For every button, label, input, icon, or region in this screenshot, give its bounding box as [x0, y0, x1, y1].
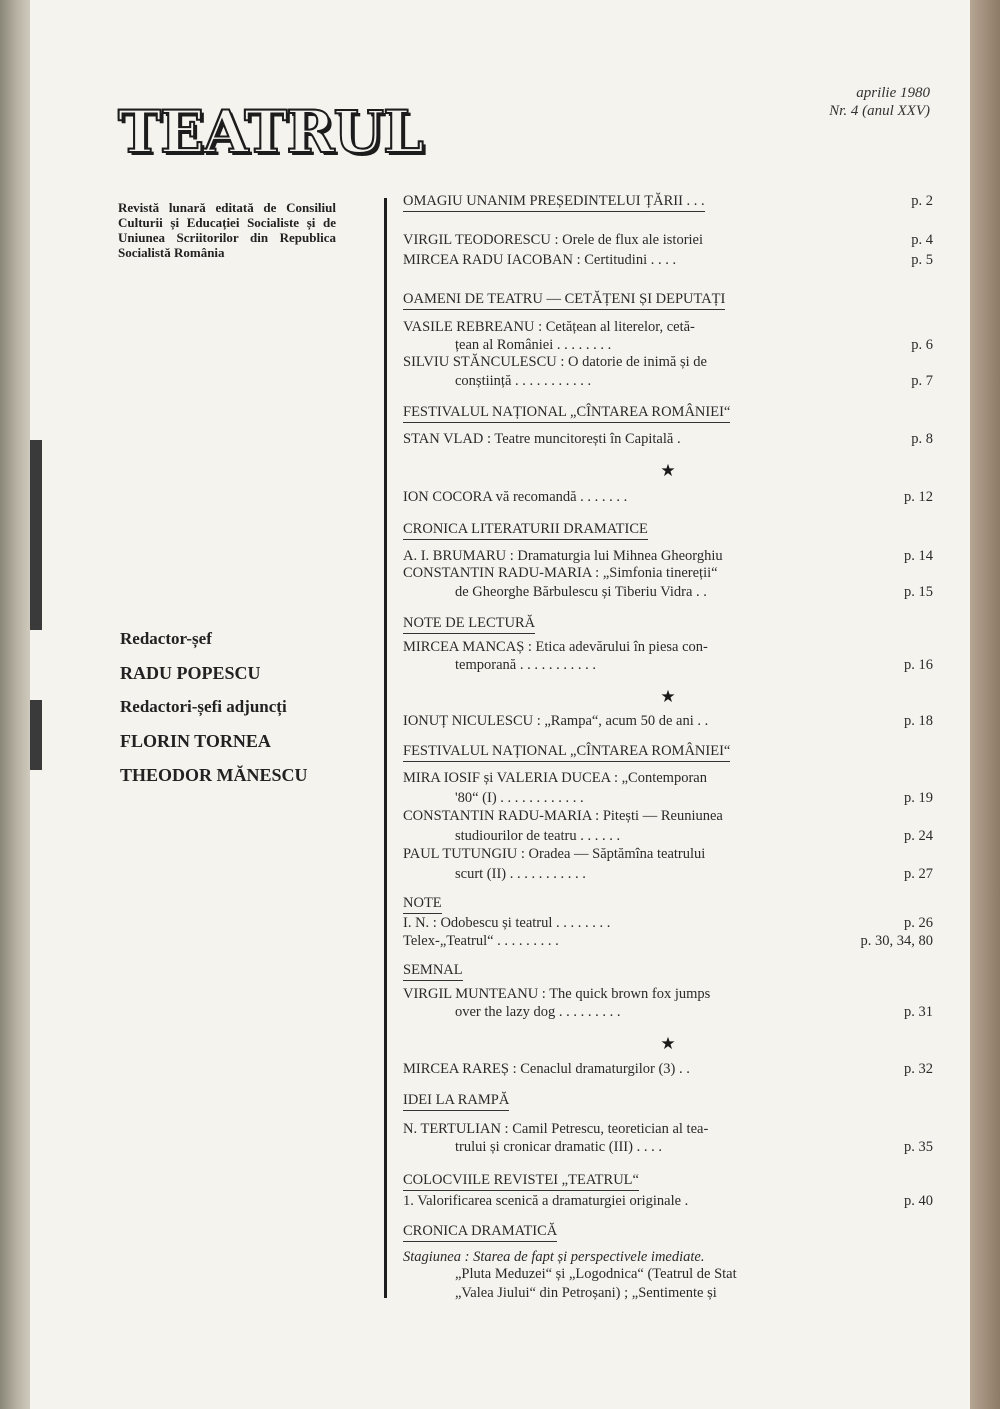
- toc-entry-text: MIRCEA RADU IACOBAN : Certitudini . . . .: [403, 252, 677, 268]
- toc-page-number: p. 6: [911, 337, 933, 353]
- toc-entry-text: „Valea Jiului“ din Petroșani) ; „Sentimente și: [455, 1285, 717, 1301]
- toc-entry: [403, 915, 933, 932]
- publisher-description: Revistă lunară editată de Consiliul Culturii și Educației Socialiste și de Uniunea Scriitorilor din Republica Socialistă România: [118, 200, 336, 260]
- page-edge-right: [970, 0, 1000, 1409]
- toc-entry-text: NOTE DE LECTURĂ: [403, 615, 535, 634]
- toc-page-number: p. 15: [904, 584, 933, 600]
- binding-edge: [0, 0, 30, 1409]
- toc-section-heading: [403, 615, 933, 632]
- toc-entry-text: scurt (II) . . . . . . . . . . .: [455, 866, 586, 882]
- toc-entry-text: CRONICA LITERATURII DRAMATICE: [403, 521, 648, 540]
- toc-entry: [403, 1193, 933, 1210]
- toc-page-number: p. 32: [904, 1061, 933, 1077]
- toc-entry-text: țean al României . . . . . . . .: [455, 337, 612, 353]
- toc-entry-text: ION COCORA vă recomandă . . . . . . .: [403, 489, 628, 505]
- chief-editor-name: RADU POPESCU: [120, 663, 261, 683]
- scan-shadow: [30, 440, 42, 630]
- toc-entry-text: N. TERTULIAN : Camil Petrescu, teoretician al tea-: [403, 1121, 709, 1137]
- toc-entry: [403, 846, 933, 863]
- toc-entry: [403, 1249, 933, 1266]
- toc-entry: [403, 232, 933, 249]
- magazine-logo: [118, 92, 463, 172]
- toc-entry-text: MIRCEA MANCAȘ : Etica adevărului în piesa con-: [403, 639, 708, 655]
- toc-entry-text: '80“ (I) . . . . . . . . . . . .: [455, 790, 584, 806]
- toc-section-heading: [403, 1223, 933, 1240]
- toc-page-number: p. 2: [911, 193, 933, 209]
- toc-page-number: p. 27: [904, 866, 933, 882]
- toc-page-number: p. 26: [904, 915, 933, 931]
- toc-page-number: p. 30, 34, 80: [860, 933, 933, 949]
- toc-section-heading: [403, 962, 933, 979]
- toc-entry-text: studiourilor de teatru . . . . . .: [455, 828, 621, 844]
- toc-entry: [403, 548, 933, 565]
- toc-page-number: p. 24: [904, 828, 933, 844]
- toc-entry: [403, 933, 933, 950]
- toc-page-number: p. 7: [911, 373, 933, 389]
- toc-entry-text: VIRGIL MUNTEANU : The quick brown fox jumps: [403, 986, 711, 1002]
- toc-entry-text: MIRA IOSIF și VALERIA DUCEA : „Contemporan: [403, 770, 707, 786]
- toc-entry-text: CONSTANTIN RADU-MARIA : „Simfonia tinereții“: [403, 565, 718, 581]
- toc-entry-text: I. N. : Odobescu și teatrul . . . . . . . .: [403, 915, 611, 931]
- separator-star-icon: ★: [660, 687, 676, 706]
- toc-section-heading: [403, 291, 933, 308]
- toc-page-number: p. 18: [904, 713, 933, 729]
- toc-entry-text: de Gheorghe Bărbulescu și Tiberiu Vidra . .: [455, 584, 707, 600]
- toc-entry-text: PAUL TUTUNGIU : Oradea — Săptămîna teatrului: [403, 846, 706, 862]
- toc-page-number: p. 14: [904, 548, 933, 564]
- toc-entry: [403, 639, 933, 656]
- toc-entry: [403, 986, 933, 1003]
- toc-entry: [403, 770, 933, 787]
- toc-entry: [403, 657, 933, 674]
- toc-entry: [403, 565, 933, 582]
- toc-entry: [403, 828, 933, 845]
- toc-entry: [403, 808, 933, 825]
- toc-entry: [403, 431, 933, 448]
- toc-page-number: p. 12: [904, 489, 933, 505]
- toc-entry-text: conștiință . . . . . . . . . . .: [455, 373, 592, 389]
- toc-page-number: p. 5: [911, 252, 933, 268]
- toc-entry-text: CONSTANTIN RADU-MARIA : Pitești — Reuniunea: [403, 808, 723, 824]
- toc-section-heading: [403, 743, 933, 760]
- toc-section-heading: [403, 895, 933, 912]
- toc-entry: [403, 1061, 933, 1078]
- toc-entry-text: FESTIVALUL NAȚIONAL „CÎNTAREA ROMÂNIEI“: [403, 404, 730, 423]
- toc-section-heading: [403, 1092, 933, 1109]
- toc-entry-text: trului și cronicar dramatic (III) . . . .: [455, 1139, 662, 1155]
- toc-page-number: p. 8: [911, 431, 933, 447]
- toc-section-heading: [403, 404, 933, 421]
- toc-entry: [403, 584, 933, 601]
- toc-entry-text: COLOCVIILE REVISTEI „TEATRUL“: [403, 1172, 639, 1191]
- toc-entry-text: SEMNAL: [403, 962, 463, 981]
- toc-entry: [403, 354, 933, 371]
- toc-entry: [403, 1004, 933, 1021]
- toc-entry-text: „Pluta Meduzei“ și „Logodnica“ (Teatrul de Stat: [455, 1266, 737, 1282]
- separator-star-icon: ★: [660, 461, 676, 480]
- toc-entry: [403, 252, 933, 269]
- toc-entry: [403, 790, 933, 807]
- toc-entry: [403, 1266, 933, 1283]
- toc-entry-text: over the lazy dog . . . . . . . . .: [455, 1004, 621, 1020]
- toc-page-number: p. 19: [904, 790, 933, 806]
- toc-entry-text: Stagiunea : Starea de fapt și perspectivele imediate.: [403, 1249, 705, 1265]
- toc-entry-text: IONUȚ NICULESCU : „Rampa“, acum 50 de ani . .: [403, 713, 709, 729]
- toc-entry-text: IDEI LA RAMPĂ: [403, 1092, 509, 1111]
- toc-entry-text: VIRGIL TEODORESCU : Orele de flux ale istoriei: [403, 232, 704, 248]
- toc-entry-text: NOTE: [403, 895, 442, 914]
- toc-entry-text: CRONICA DRAMATICĂ: [403, 1223, 557, 1242]
- toc-entry: [403, 319, 933, 336]
- toc-section-heading: [403, 521, 933, 538]
- toc-entry: [403, 1139, 933, 1156]
- toc-entry-text: 1. Valorificarea scenică a dramaturgiei originale .: [403, 1193, 689, 1209]
- issue-month: aprilie 1980: [856, 85, 930, 101]
- toc-entry-text: OAMENI DE TEATRU — CETĂȚENI ȘI DEPUTAȚI: [403, 291, 725, 310]
- toc-entry: [403, 489, 933, 506]
- deputy-editors-label: Redactori-șefi adjuncți: [120, 697, 287, 716]
- toc-page-number: p. 31: [904, 1004, 933, 1020]
- toc-page-number: p. 40: [904, 1193, 933, 1209]
- toc-page-number: p. 35: [904, 1139, 933, 1155]
- issue-info: [760, 84, 930, 120]
- scan-shadow: [30, 700, 42, 770]
- magazine-logo-text: TEATRUL: [118, 98, 423, 166]
- separator-star-icon: ★: [660, 1034, 676, 1053]
- toc-entry-text: FESTIVALUL NAȚIONAL „CÎNTAREA ROMÂNIEI“: [403, 743, 730, 762]
- deputy-editor-name: THEODOR MĂNESCU: [120, 765, 308, 785]
- toc-entry: [403, 1121, 933, 1138]
- deputy-editor-name: FLORIN TORNEA: [120, 731, 271, 751]
- issue-number: Nr. 4 (anul XXV): [829, 103, 930, 119]
- toc-section-heading: [403, 1172, 933, 1189]
- toc-entry: [403, 866, 933, 883]
- toc-page-number: p. 16: [904, 657, 933, 673]
- toc-entry-text: OMAGIU UNANIM PREȘEDINTELUI ȚĂRII . . .: [403, 193, 705, 212]
- toc-entry-text: SILVIU STĂNCULESCU : O datorie de inimă și de: [403, 354, 707, 370]
- toc-entry-text: VASILE REBREANU : Cetățean al literelor, cetă-: [403, 319, 695, 335]
- toc-entry: [403, 373, 933, 390]
- toc-entry-text: Telex-„Teatrul“ . . . . . . . . .: [403, 933, 559, 949]
- toc-section-heading: [403, 193, 933, 210]
- toc-page-number: p. 4: [911, 232, 933, 248]
- chief-editor-label: Redactor-șef: [120, 629, 212, 648]
- toc-entry: [403, 713, 933, 730]
- toc-entry: [403, 1285, 933, 1302]
- toc-entry-text: A. I. BRUMARU : Dramaturgia lui Mihnea Gheorghiu: [403, 548, 723, 564]
- toc-entry-text: temporană . . . . . . . . . . .: [455, 657, 596, 673]
- toc-entry-text: STAN VLAD : Teatre muncitorești în Capitală .: [403, 431, 681, 447]
- toc-entry: [403, 337, 933, 354]
- toc-entry-text: MIRCEA RAREȘ : Cenaclul dramaturgilor (3) . .: [403, 1061, 690, 1077]
- editorial-staff: [120, 622, 370, 792]
- column-divider: [384, 198, 387, 1298]
